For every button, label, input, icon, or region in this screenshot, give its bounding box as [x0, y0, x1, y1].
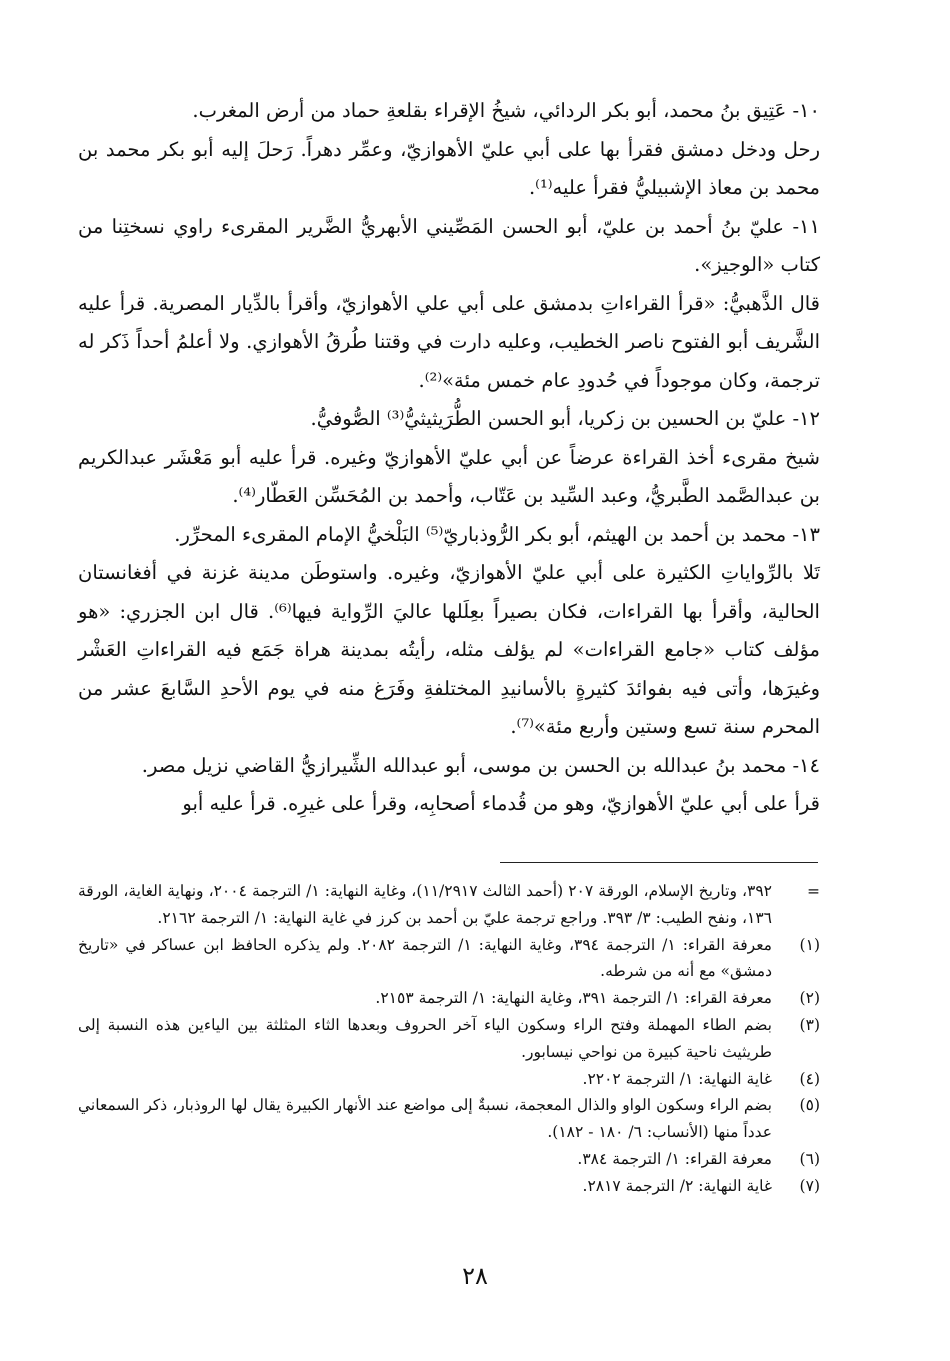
footnote-text: معرفة القراء: ١/ الترجمة ٣٩٤، وغاية النهاية: ١/ الترجمة ٢٠٨٢. ولم يذكره الحافظ ابن عساكر في «تاريخ دمشق» مع أنه من شرطه.: [78, 935, 772, 981]
footnote-text: غاية النهاية: ٢/ الترجمة ٢٨١٧.: [582, 1176, 772, 1195]
footnote-text: غاية النهاية: ١/ الترجمة ٢٢٠٢.: [582, 1069, 772, 1088]
footnote-number: (٦): [799, 1149, 820, 1168]
footnote-number: (٧): [799, 1176, 820, 1195]
entry-11-quote: قال الذَّهبيُّ: «قرأ القراءاتِ بدمشق على أبي علي الأهوازيّ، وأقرأ بالدِّيار المصرية. قرأ عليه الشَّريف أبو الفتوح ناصر الخطيب، وعليه دارت في وقتنا طُرقُ الأهوازي. ولا أعلمُ أحداً ذَكر له ترجمة، وكان موجوداً في حُدودِ عام خمس مئة»⁽²⁾.: [78, 291, 820, 392]
footnote-6: [78, 1146, 820, 1173]
footnote-text: بضم الراء وسكون الواو والذال المعجمة، نسبةٌ إلى مواضع عند الأنهار الكبيرة يقال لها الروذبار، ذكر السمعاني عدداً منها (الأنساب: ٦/ ١٨٠ - ١٨٢).: [78, 1096, 772, 1142]
footnote-2: [78, 985, 820, 1012]
page-number: ٢٨: [462, 1262, 488, 1290]
entry-14-heading: ١٤- محمد بنُ عبدالله بن الحسن بن موسى، أبو عبدالله الشِّيرازيُّ القاضي نزيل مصر.: [141, 753, 820, 777]
footnote-text: ٣٩٢، وتاريخ الإسلام، الورقة ٢٠٧ (أحمد الثالث ١١/٢٩١٧)، وغاية النهاية: ١/ الترجمة ٢٠٠٤، ونهاية الغاية، الورقة ١٣٦، ونفح الطيب: ٣/ ٣٩٣. وراجع ترجمة عليّ بن أحمد بن كرز في غاية النهاية: ١/ الترجمة ٢١٦٢.: [78, 882, 772, 927]
entry-11-heading: ١١- عليّ بنُ أحمد بن عليّ، أبو الحسن المَصِّيني الأبهريُّ الضَّرير المقرىء راوي نسختِنا من كتاب «الوجيز».: [78, 214, 820, 276]
footnotes: [78, 878, 820, 1200]
footnote-3: [78, 1012, 820, 1066]
main-text: [78, 92, 820, 824]
entry-10-heading: ١٠- عَتِيق بنُ محمد، أبو بكر الردائي، شيخُ الإقراء بقلعةِ حماد من أرض المغرب.: [192, 99, 820, 122]
footnote-4: [78, 1066, 820, 1093]
entry-13-body: تَلا بالرِّواياتِ الكثيرة على أبي عليّ الأهوازيّ، وغيره. واستوطَن مدينة غزنة في أفغانستان الحالية، وأقرأ بها القراءات، فكان بصيراً بعِلَلها عاليَ الرِّواية فيها⁽⁶⁾. قال ابن الجزري: «هو مؤلف كتاب «جامع القراءات» لم يؤلف مثله، رأيتُه بمدينة هراة جَمَع فيه القراءاتِ العَشْر وغيرَها، وأتى فيه بفوائدَ كثيرةٍ بالأسانيدِ المختلفةِ وفَرَغ منه في يوم الأحدِ السَّابعَ عشر من المحرم سنة تسع وستين وأربع مئة»⁽⁷⁾.: [78, 561, 820, 738]
footnote-number: (٢): [799, 989, 820, 1008]
footnote-5: [78, 1092, 820, 1146]
footnote-text: معرفة القراء: ١/ الترجمة ٣٩١، وغاية النهاية: ١/ الترجمة ٢١٥٣.: [375, 989, 772, 1008]
footnote-number: (١): [799, 935, 820, 954]
continuation-mark: =: [807, 882, 820, 900]
entry-14-body: قرأ على أبي عليّ الأهوازيّ، وهو من قُدماء أصحابِه، وقرأ على غيرِه. قرأ عليه أبو: [182, 792, 820, 815]
footnote-7: [78, 1173, 820, 1200]
entry-13-heading: ١٣- محمد بن أحمد بن الهيثم، أبو بكر الرُّوذباريّ⁽⁵⁾ البَلْخيُّ الإمام المقرىء المحرِّر.: [174, 522, 820, 546]
footnote-1: [78, 932, 820, 986]
footnote-number: (٣): [799, 1015, 820, 1034]
footnote-number: (٥): [799, 1096, 820, 1115]
footnote-text: بضم الطاء المهملة وفتح الراء وسكون الياء آخر الحروف وبعدها الثاء المثلثة بين الياءين هذه النسبة إلى طريثيث ناحية كبيرة من نواحي نيسابور.: [78, 1015, 772, 1061]
footnote-continuation: [78, 878, 820, 932]
entry-12-heading: ١٢- عليّ بن الحسين بن زكريا، أبو الحسن الطُّرَيثيثيُّ⁽³⁾ الصُّوفيُّ.: [310, 407, 820, 430]
footnote-divider: [500, 862, 818, 863]
entry-12-body: شيخ مقرىء أخذ القراءة عرضاً عن أبي عليّ الأهوازيّ وغيره. قرأ عليه أبو مَعْشَر عبدالكريم بن عبدالصَّمد الطَّبريُّ، وعبد السِّيد بن عَتّاب، وأحمد بن المُحَسِّن العَطّار⁽⁴⁾.: [78, 445, 820, 507]
entry-10-body: رحل ودخل دمشق فقرأ بها على أبي عليّ الأهوازيّ، وعمِّر دهراً. رَحلَ إليه أبو بكر محمد بن محمد بن معاذ الإشبيليُّ فقرأ عليه⁽¹⁾.: [78, 137, 820, 199]
footnote-text: معرفة القراء: ١/ الترجمة ٣٨٤.: [577, 1149, 772, 1168]
footnote-number: (٤): [799, 1069, 820, 1088]
